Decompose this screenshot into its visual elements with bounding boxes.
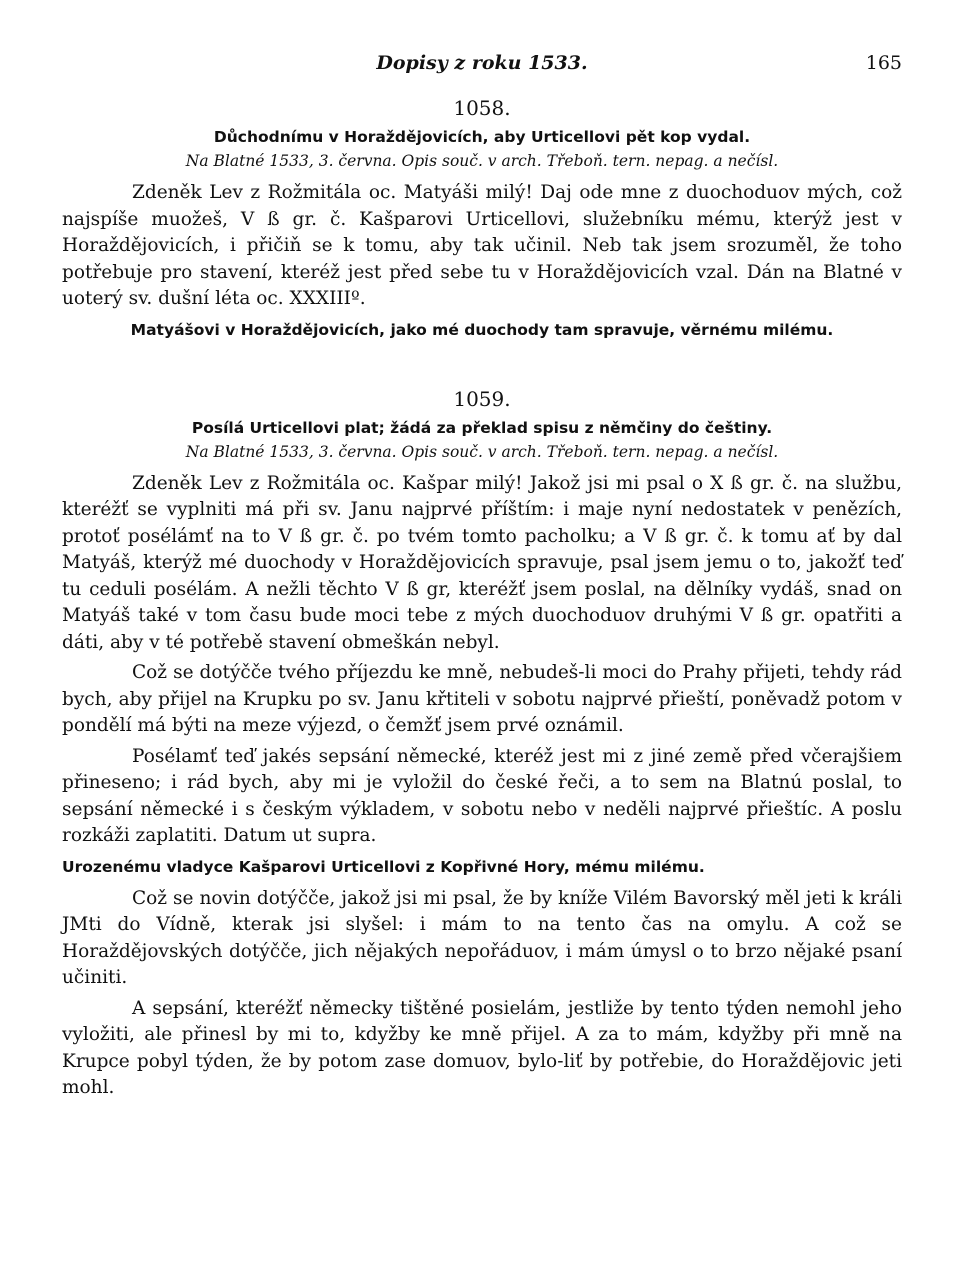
letter-address: Urozenému vladyce Kašparovi Urticellovi z Kopřivné Hory, mému milému. [62,857,705,876]
letter-address: Matyášovi v Horaždějovicích, jako mé duochody tam spravuje, věrnému milému. [130,320,834,339]
page-number: 165 [865,52,902,74]
postscript-paragraph: A sepsání, kteréžť německy tištěné posielám, jestliže by tento týden nemohl jeho vyložiti, ale přinesl by mi to, kdyžby ke mně přijel. A za to mám, kdyžby při mně na Krupce pobyl týden, že by potom zase domuov, bylo-liť by potřebie, do Horaždějovic jeti mohl. [62,997,902,1098]
letter-paragraph: Zdeněk Lev z Rožmitála oc. Kašpar milý! Jakož jsi mi psal o X ß gr. č. na službu, kteréžť se vyplniti má při sv. Janu najprvé příštím: i maje nyní nedostatek v penězích, protoť posélámť na to V ß gr. č. po tvém tomto pacholku; a V ß gr. č. k tomu ať by dal Matyáš, kterýž mé duochody v Horaždějovicích spravuje, psal jsem jemu o to, jakožť teď tu ceduli posélám. A nežli těchto V ß gr, kteréžť jsem poslal, na dělníky vydáš, snad on Matyáš také v tom času bude moci tebe z mých duochoduov druhými V ß gr. opatřiti a dáti, aby v té potřebě stavení obmeškán nebyl. [62,472,902,653]
letter-heading: Důchodnímu v Horaždějovicích, aby Urticellovi pět kop vydal. [213,128,751,146]
letter-number: 1058. [453,96,511,120]
letter-paragraph: Zdeněk Lev z Rožmitála oc. Matyáši milý! Daj ode mne z duochoduov mých, což najspíše muožeš, V ß gr. č. Kašparovi Urticellovi, služebníku mému, kterýž jest v Horaždějovicích, i přičiň se k tomu, aby tak učinil. Neb tak jsem srozuměl, že toho potřebuje pro stavení, kteréž jest před sebe tu v Horaždějovicích vzal. Dán na Blatné v uoterý sv. dušní léta oc. XXXIIIº. [62,182,902,309]
running-title: Dopisy z roku 1533. [376,52,588,74]
letter-number: 1059. [453,386,511,411]
letter-1059 [62,387,902,1102]
letter-source: Na Blatné 1533, 3. června. Opis souč. v arch. Třeboň. tern. nepag. a nečísl. [185,442,779,461]
letter-1058 [62,96,902,343]
running-head [62,48,902,80]
letter-source: Na Blatné 1533, 3. června. Opis souč. v arch. Třeboň. tern. nepag. a nečísl. [185,152,779,170]
postscript-paragraph: Což se novin dotýčče, jakož jsi mi psal, že by kníže Vilém Bavorský měl jeti k králi JMti do Vídně, kterak jsi slyšel: i mám to na tento čas na omylu. A což se Horaždějovských dotýčče, jich nějakých nepořáduov, i mám úmysl o to brzo nějaké psaní učiniti. [62,887,902,988]
letter-paragraph: Což se dotýčče tvého příjezdu ke mně, nebudeš-li moci do Prahy přijeti, tehdy rád bych, aby přijel na Krupku po sv. Janu křtiteli v sobotu najprvé přieští, poněvadž potom v pondělí má býti na meze výjezd, o čemžť jsem prvé oznámil. [62,662,902,736]
letter-heading: Posílá Urticellovi plat; žádá za překlad spisu z němčiny do češtiny. [191,418,773,437]
letter-paragraph: Posélamť teď jakés sepsání německé, kteréž jest mi z jiné země před včerajšiem přineseno; i rád bych, aby mi je vyložil do české řeči, a to sem na Blatnú poslal, to sepsání německé i s českým výkladem, v sobotu nebo v neděli najprvé přieštíc. A poslu rozkáži zaplatiti. Datum ut supra. [62,745,902,846]
document-page [62,48,902,1106]
